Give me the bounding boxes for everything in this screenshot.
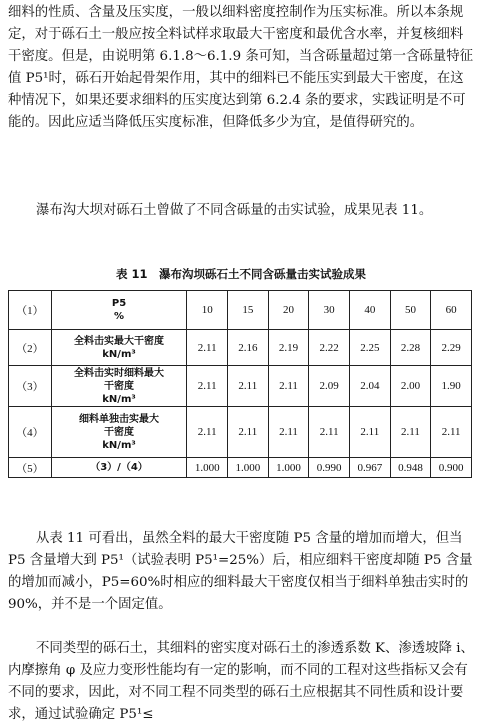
table-cell: 0.900 — [431, 458, 472, 478]
table-cell: 2.19 — [268, 330, 309, 366]
table-cell: 0.990 — [309, 458, 350, 478]
table-cell: 2.11 — [268, 407, 309, 458]
table-cell: 1.90 — [431, 366, 472, 407]
table-cell: 2.16 — [228, 330, 269, 366]
table-cell: 2.11 — [349, 407, 390, 458]
table-cell: 50 — [390, 291, 431, 330]
row-label — [51, 330, 187, 366]
paragraph-2: 瀑布沟大坝对砾石土曾做了不同含砾量的击实试验，成果见表 11。 — [36, 203, 433, 218]
table-cell: 2.29 — [431, 330, 472, 366]
row-label: （3）/（4） — [51, 458, 187, 478]
table-cell: 2.11 — [187, 366, 228, 407]
table-cell: 1.000 — [268, 458, 309, 478]
table-cell: 20 — [268, 291, 309, 330]
label-line: 细料单独击实最大 — [79, 413, 160, 425]
row-index: （4） — [9, 407, 52, 458]
table-caption: 表 11 瀑布沟坝砾石土不同含砾量击实试验成果 — [115, 267, 366, 281]
table-cell: 2.00 — [390, 366, 431, 407]
table-cell: 0.967 — [349, 458, 390, 478]
table-row — [9, 330, 472, 366]
results-table — [8, 290, 472, 478]
row-index: （2） — [9, 330, 52, 366]
table-cell: 1.000 — [228, 458, 269, 478]
table-cell: 2.11 — [431, 407, 472, 458]
table-cell: 2.11 — [228, 366, 269, 407]
table-cell: 2.11 — [268, 366, 309, 407]
row-index: （5） — [9, 458, 52, 478]
label-line: kN/m³ — [102, 439, 136, 451]
paragraph-3: 从表 11 可看出，虽然全料的最大干密度随 P5 含量的增加而增大，但当 P5 含量增大到 P5¹（试验表明 P5¹=25%）后，相应细料干密度却随 P5 含量的增加而减小，P5=60%时相应的细料最大干密度仅相当于细料单独击实时的 90%，并不是一个固定值。 — [8, 531, 473, 612]
table-cell: 2.25 — [349, 330, 390, 366]
table-header-row — [9, 291, 472, 330]
table-cell: 10 — [187, 291, 228, 330]
table-cell: 30 — [309, 291, 350, 330]
label-line: 全料击实时细料最大 — [74, 367, 165, 379]
table-cell: 15 — [228, 291, 269, 330]
row-label — [51, 407, 187, 458]
table-cell: 2.11 — [390, 407, 431, 458]
paragraph-4: 不同类型的砾石土，其细料的密实度对砾石土的渗透系数 K、渗透坡降 i、内摩擦角 φ 及应力变形性能均有一定的影响，而不同的工程对这些指标又会有不同的要求，因此，对不同工程不同类型的砾石土应根据其不同性质和设计要求，通过试验确定 P5¹≤ — [8, 641, 474, 722]
table-cell: 2.11 — [187, 407, 228, 458]
table-cell: 2.11 — [309, 407, 350, 458]
label-line: 全料击实最大干密度 — [74, 335, 165, 347]
table-row — [9, 407, 472, 458]
row-index: （3） — [9, 366, 52, 407]
label-line: kN/m³ — [102, 348, 136, 360]
table-cell: 0.948 — [390, 458, 431, 478]
label-line: P5 — [111, 298, 127, 309]
table-cell: 1.000 — [187, 458, 228, 478]
row-label — [51, 291, 187, 330]
row-label — [51, 366, 187, 407]
label-line: % — [114, 311, 125, 322]
label-line: kN/m³ — [102, 393, 136, 405]
table-cell: 40 — [349, 291, 390, 330]
table-row — [9, 366, 472, 407]
label-line: 干密度 — [104, 380, 135, 392]
table-cell: 2.09 — [309, 366, 350, 407]
paragraph-1: 细料的性质、含量及压实度，一般以细料密度控制作为压实标准。所以本条规定，对于砾石土一般应按全料试样求取最大干密度和最优含水率，并复核细料干密度。但是，由说明第 6.1.8～6.1.9 条可知，当含砾量超过第一含砾量特征值 P5¹时，砾石开始起骨架作用，其中的细料已不能压实到最大干密度，在这种情况下，如果还要求细料的压实度达到第 6.2.4 条的要求，实践证明是不可能的。因此应适当降低压实度标准，但降低多少为宜，是值得研究的。 — [8, 5, 473, 130]
table-row — [9, 458, 472, 478]
table-cell: 2.11 — [228, 407, 269, 458]
row-index: （1） — [9, 291, 52, 330]
table-cell: 2.28 — [390, 330, 431, 366]
table-cell: 2.04 — [349, 366, 390, 407]
label-line: 干密度 — [104, 426, 135, 438]
table-cell: 2.11 — [187, 330, 228, 366]
table-cell: 2.22 — [309, 330, 350, 366]
table-cell: 60 — [431, 291, 472, 330]
